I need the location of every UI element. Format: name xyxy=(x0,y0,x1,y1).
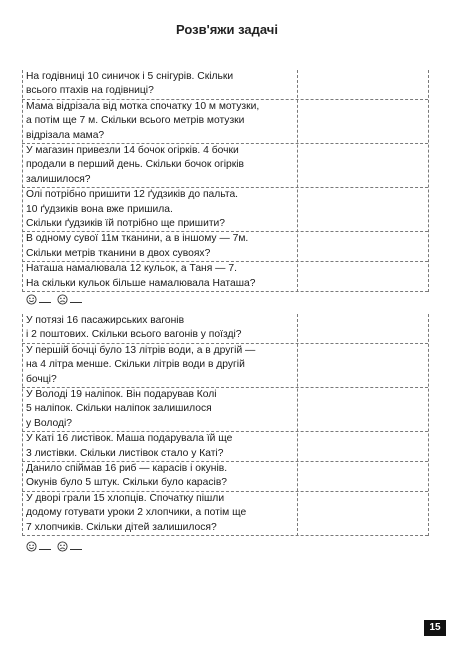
problem-table-2 xyxy=(22,314,428,536)
self-evaluation-1 xyxy=(26,293,85,306)
table-border-right xyxy=(428,70,429,292)
problem-line: На скільки кульок більше намалювала Наташа? xyxy=(26,277,256,289)
problem-line: бочці? xyxy=(26,373,57,385)
problem-line: 3 листівки. Скільки листівок стало у Каті? xyxy=(26,447,224,459)
rating-blank[interactable] xyxy=(70,540,82,550)
problem-text xyxy=(22,262,294,291)
problem-line: У магазин привезли 14 бочок огірків. 4 бочки xyxy=(26,145,239,157)
problem-text xyxy=(22,188,294,231)
problem-line: на 4 літра менше. Скільки літрів води в другій xyxy=(26,359,245,371)
problem-table-1 xyxy=(22,70,428,292)
page-number: 15 xyxy=(424,620,446,636)
problem-line: У Каті 16 листівок. Маша подарувала їй ще xyxy=(26,433,233,445)
problem-row xyxy=(22,188,428,232)
problem-text xyxy=(22,344,294,387)
problem-row xyxy=(22,314,428,344)
problem-text xyxy=(22,314,294,343)
problem-line: 5 наліпок. Скільки наліпок залишилося xyxy=(26,403,212,415)
problem-line: додому готувати уроки 2 хлопчики, а потім ще xyxy=(26,507,247,519)
problem-line: а потім ще 7 м. Скільки всього метрів мотузки xyxy=(26,115,245,127)
self-evaluation-2 xyxy=(26,540,85,553)
table-border-right xyxy=(428,314,429,536)
problem-line: і 2 поштових. Скільки всього вагонів у поїзді? xyxy=(26,329,242,341)
problem-text xyxy=(22,144,294,187)
problem-line: Окунів було 5 штук. Скільки було карасів? xyxy=(26,477,228,489)
problem-line: Данило спіймав 16 риб — карасів і окунів. xyxy=(26,463,228,475)
smiley-sad-icon xyxy=(57,541,68,552)
smiley-sad-icon xyxy=(57,294,68,305)
problem-line: 10 ґудзиків вона вже пришила. xyxy=(26,203,173,215)
problem-row xyxy=(22,492,428,536)
problem-row xyxy=(22,432,428,462)
smiley-happy-icon xyxy=(26,541,37,552)
smiley-happy-icon xyxy=(26,294,37,305)
problem-row xyxy=(22,100,428,144)
problem-line: 7 хлопчиків. Скільки дітей залишилося? xyxy=(26,521,217,533)
problem-line: У першій бочці було 13 літрів води, а в другій — xyxy=(26,344,256,356)
problem-text xyxy=(22,388,294,431)
problem-text xyxy=(22,432,294,461)
problem-row xyxy=(22,144,428,188)
problem-line: всього птахів на годівниці? xyxy=(26,85,154,97)
problem-line: у Володі? xyxy=(26,417,73,429)
problem-text xyxy=(22,70,294,99)
problem-row xyxy=(22,388,428,432)
problem-text xyxy=(22,462,294,491)
problem-line: залишилося? xyxy=(26,173,91,185)
problem-line: продали в перший день. Скільки бочок огірків xyxy=(26,159,244,171)
problem-text xyxy=(22,232,294,261)
page-title: Розв'яжи задачі xyxy=(176,22,278,37)
problem-line: Скільки ґудзиків їй потрібно ще пришити? xyxy=(26,218,226,230)
problem-row xyxy=(22,262,428,292)
problem-row xyxy=(22,344,428,388)
problem-line: Наташа намалювала 12 кульок, а Таня — 7. xyxy=(26,263,237,275)
problem-line: В одному сувої 11м тканини, а в іншому — 7м. xyxy=(26,233,249,245)
problem-text xyxy=(22,100,294,143)
problem-text xyxy=(22,492,294,535)
problem-line: У дворі грали 15 хлопців. Спочатку пішли xyxy=(26,492,225,504)
rating-blank[interactable] xyxy=(39,540,51,550)
problem-line: відрізала мама? xyxy=(26,129,105,141)
problem-row xyxy=(22,462,428,492)
rating-blank[interactable] xyxy=(39,293,51,303)
problem-line: У Володі 19 наліпок. Він подарував Колі xyxy=(26,389,217,401)
rating-blank[interactable] xyxy=(70,293,82,303)
problem-line: Мама відрізала від мотка спочатку 10 м мотузки, xyxy=(26,100,260,112)
problem-line: У потязі 16 пасажирських вагонів xyxy=(26,315,185,326)
problem-line: На годівниці 10 синичок і 5 снігурів. Скільки xyxy=(26,71,234,82)
problem-row xyxy=(22,70,428,100)
problem-row xyxy=(22,232,428,262)
problem-line: Скільки метрів тканини в двох сувоях? xyxy=(26,247,211,259)
problem-line: Олі потрібно пришити 12 ґудзиків до пальта. xyxy=(26,189,239,201)
